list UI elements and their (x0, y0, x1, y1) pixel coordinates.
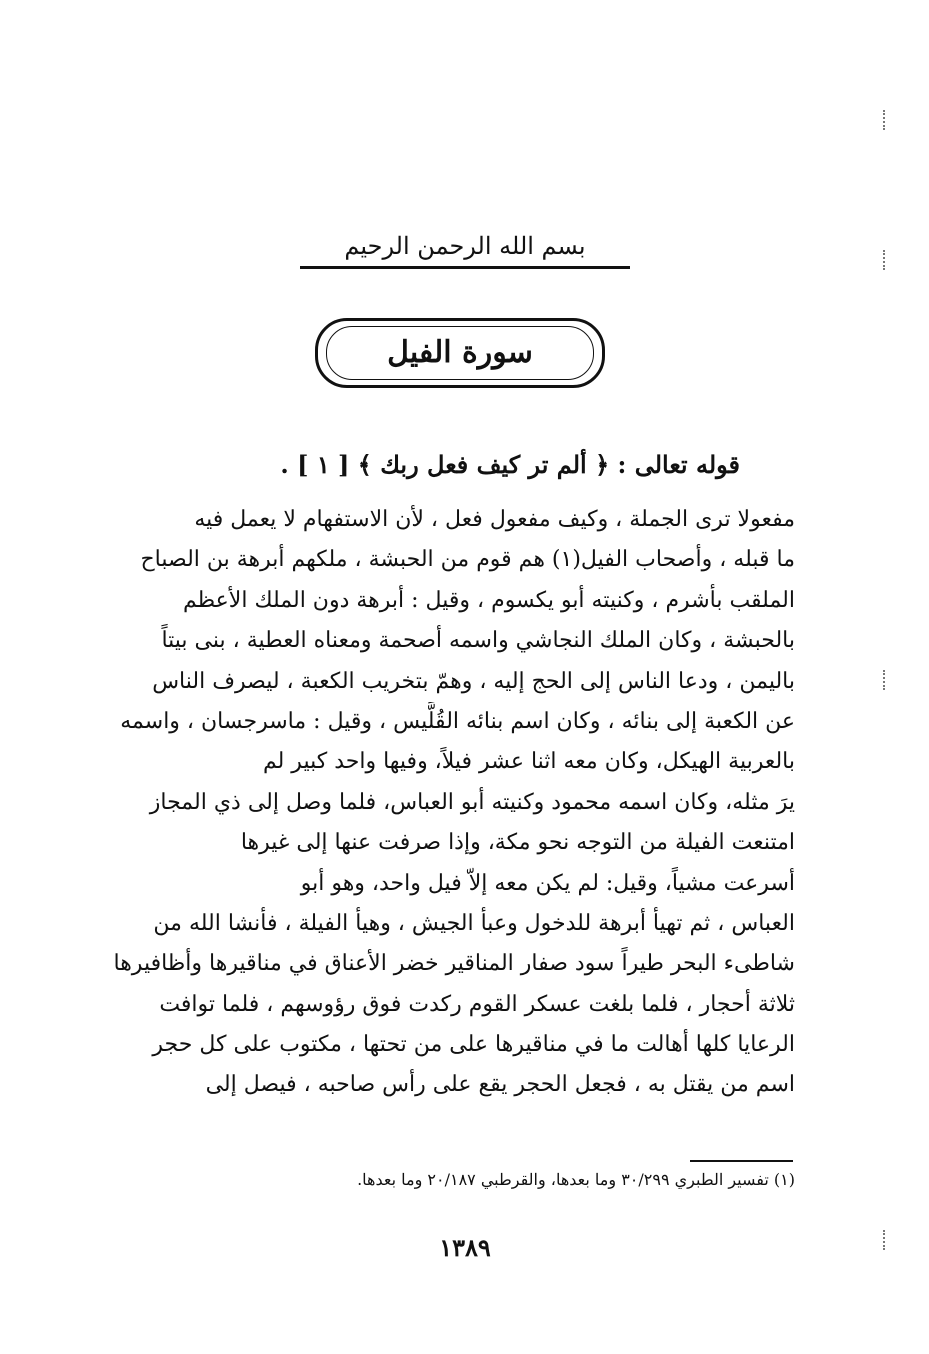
page-number: ١٣٨٩ (439, 1233, 491, 1262)
body-line: شاطىء البحر طيراً سود صفار المناقير خضر الأعناق في مناقيرها وأظافيرها (113, 951, 795, 977)
surah-title: سورة الفيل (387, 335, 533, 370)
body-line: اسم من يقتل به ، فجعل الحجر يقع على رأس صاحبه ، فيصل إلى (205, 1072, 795, 1098)
verse-heading: قوله تعالى : ﴿ ألم تر كيف فعل ربك ﴾ [ ١ ] . (280, 450, 740, 479)
body-line: مفعولا ترى الجملة ، وكيف مفعول فعل ، لأن الاستفهام لا يعمل فيه (194, 507, 795, 532)
body-line: باليمن ، ودعا الناس إلى الحج إليه ، وهمّ بتخريب الكعبة ، ليصرف الناس (152, 668, 795, 694)
body-line: يرَ مثله، وكان اسمه محمود وكنيته أبو العباس، فلما وصل إلى ذي المجاز (149, 789, 795, 815)
body-line: امتنعت الفيلة من التوجه نحو مكة، وإذا صرفت عنها إلى غيرها (240, 830, 795, 856)
body-line: العباس ، ثم تهيأ أبرهة للدخول وعبأ الجيش ، وهيأ الفيلة ، فأنشا الله من (153, 910, 795, 936)
basmala-text: بسم الله الرحمن الرحيم (338, 232, 591, 260)
body-line: بالعربية الهيكل، وكان معه اثنا عشر فيلاً، وفيها واحد كبير لم (262, 749, 795, 775)
footnote: (١) تفسير الطبري ٣٠/٢٩٩ وما بعدها، والقرطبي ٢٠/١٨٧ وما بعدها. (357, 1170, 795, 1189)
margin-mark (883, 670, 887, 690)
basmala-underline (300, 266, 630, 269)
basmala (300, 232, 630, 282)
surah-title-frame (315, 318, 605, 388)
body-text (105, 500, 795, 1106)
margin-mark (883, 1230, 887, 1250)
body-line: بالحبشة ، وكان الملك النجاشي واسمه أصحمة ومعناه العطية ، بنى بيتاً (161, 628, 795, 654)
body-line: عن الكعبة إلى بنائه ، وكان اسم بنائه القُلَّيس ، وقيل : ماسرجسان ، واسمه (120, 708, 795, 734)
margin-marks (879, 110, 889, 1310)
body-line: أسرعت مشياً، وقيل: لم يكن معه إلاّ فيل واحد، وهو أبو (300, 870, 795, 896)
body-line: الملقب بأشرم ، وكنيته أبو يكسوم ، وقيل : أبرهة دون الملك الأعظم (182, 587, 795, 613)
body-line: ما قبله ، وأصحاب الفيل(١) هم قوم من الحبشة ، ملكهم أبرهة بن الصباح (140, 547, 795, 573)
margin-mark (883, 250, 887, 270)
footnote-separator (690, 1160, 793, 1162)
body-line: الرعايا كلها أهالت ما في مناقيرها على من تحتها ، مكتوب على كل حجر (152, 1032, 795, 1058)
body-line: ثلاثة أحجار ، فلما بلغت عسكر القوم ركدت فوق رؤوسهم ، فلما توافت (159, 991, 795, 1017)
margin-mark (883, 110, 887, 130)
